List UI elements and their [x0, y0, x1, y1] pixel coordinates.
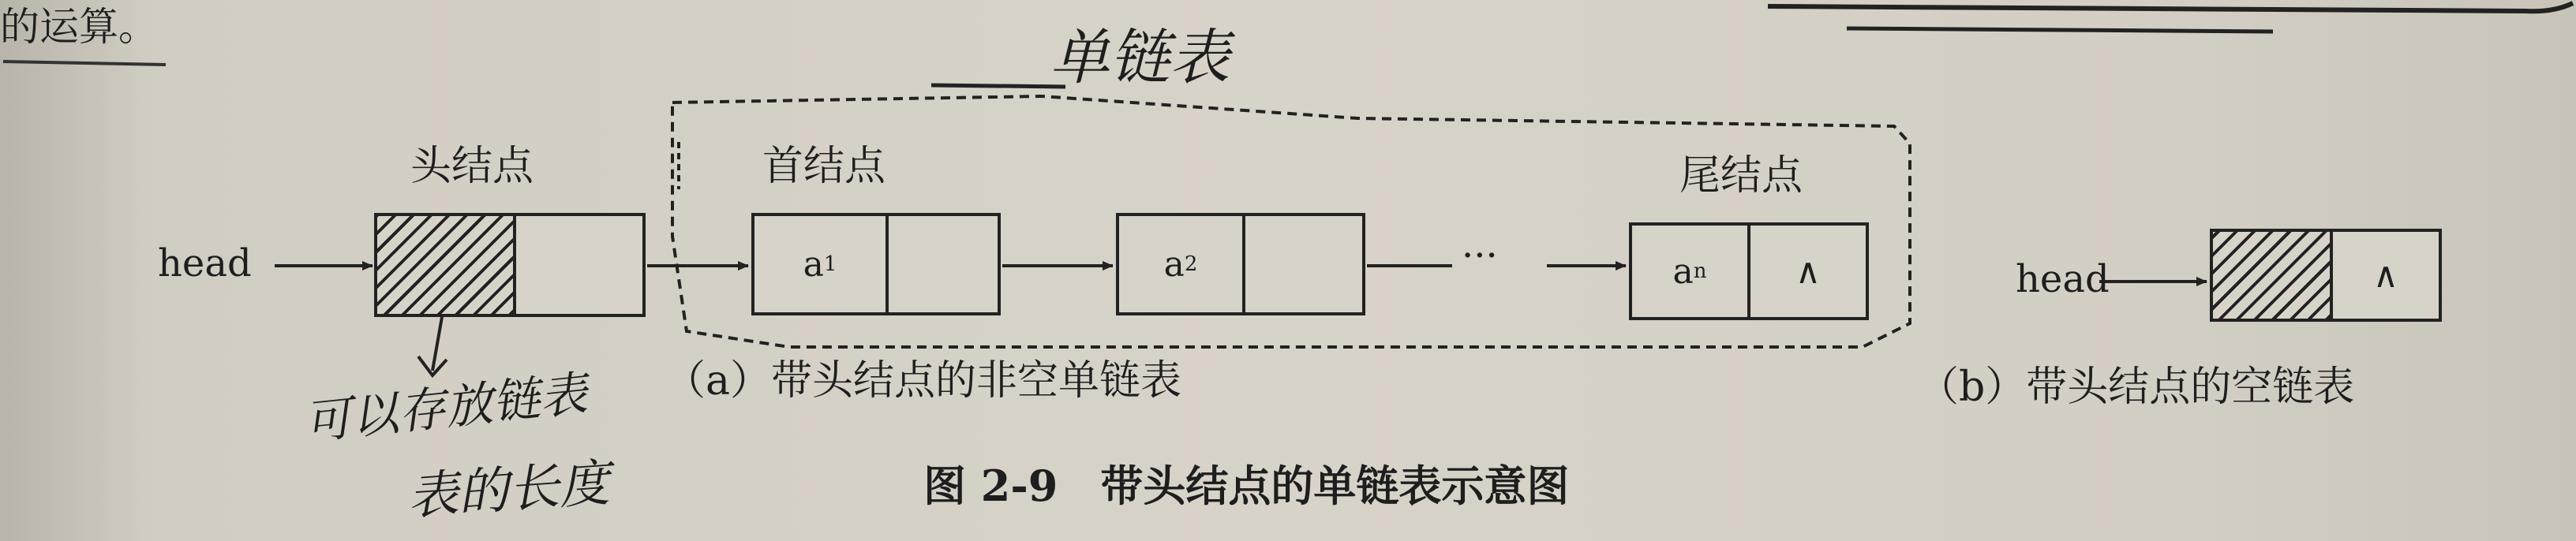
head-pointer-label-b: head	[2016, 257, 2110, 301]
handwritten-note-line2: 表的长度	[406, 454, 612, 527]
caption-b: （b）带头结点的空链表	[1918, 364, 2355, 411]
pointer-stroke	[418, 317, 447, 375]
node-a1	[751, 213, 1001, 315]
head-node-a	[374, 213, 646, 317]
head-node-b-null: ∧	[2372, 255, 2399, 296]
pen-stroke-upper	[1768, 3, 2573, 11]
first-node-label: 首结点	[762, 143, 886, 190]
head-node-hatch	[377, 216, 513, 314]
head-node-label: 头结点	[410, 143, 534, 190]
handwritten-note-line1: 可以存放链表	[301, 366, 590, 451]
node-a2	[1116, 213, 1365, 315]
node-an-null: ∧	[1795, 251, 1822, 292]
title-underline	[931, 85, 1065, 87]
top-text-underline	[3, 62, 166, 65]
node-a1-data: a 1	[803, 244, 837, 285]
tail-node-label: 尾结点	[1679, 152, 1803, 200]
caption-a: （a）带头结点的非空单链表	[665, 357, 1182, 405]
node-an	[1629, 222, 1869, 320]
node-a2-data: a 2	[1163, 244, 1198, 285]
ellipsis: ···	[1462, 233, 1498, 278]
head-pointer-label-a: head	[158, 241, 252, 285]
head-node-b-hatch	[2213, 232, 2330, 319]
pen-stroke-lower	[1847, 28, 2273, 32]
top-text: 的运算。	[0, 4, 158, 50]
head-node-b	[2210, 229, 2442, 322]
handwritten-title: 单链表	[1050, 22, 1230, 92]
node-an-data: a n	[1672, 251, 1707, 292]
figure-caption: 图 2-9 带头结点的单链表示意图	[923, 461, 1570, 511]
